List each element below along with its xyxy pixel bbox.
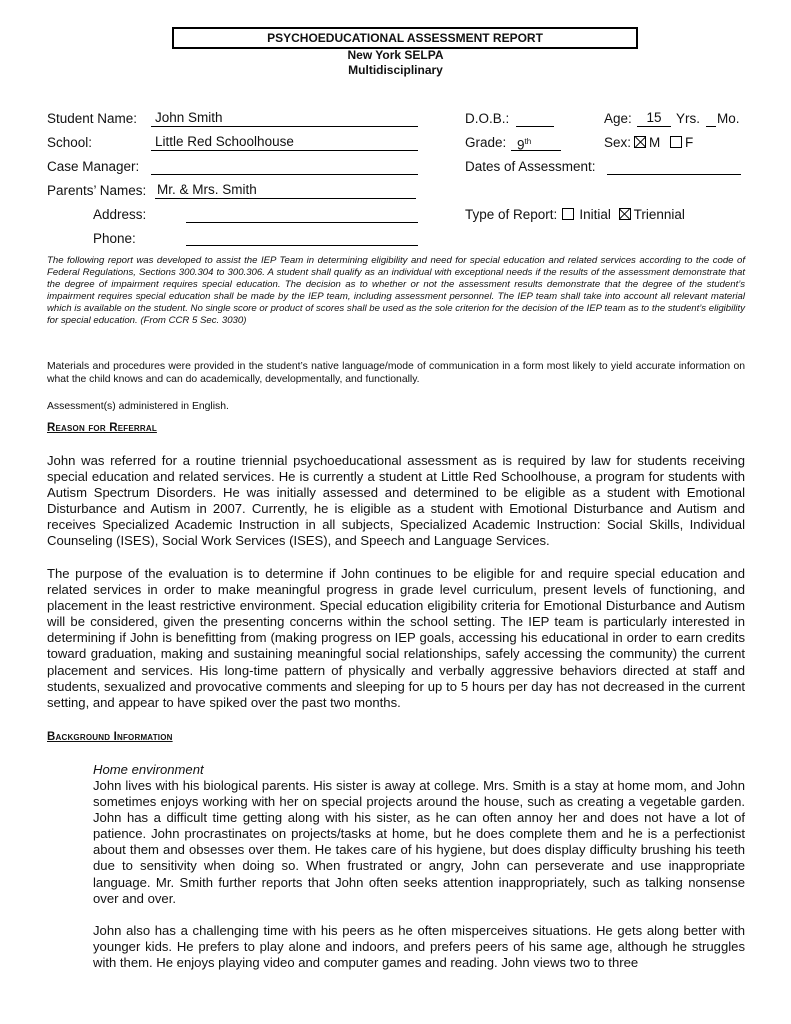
grade-value: 9 — [517, 137, 525, 153]
case-manager-field — [151, 158, 418, 175]
sex-male-checkbox — [634, 136, 646, 148]
sex-female-checkbox — [670, 136, 682, 148]
school-label: School: — [47, 135, 93, 150]
parents-label: Parents’ Names: — [47, 183, 147, 198]
report-type-row — [465, 207, 685, 223]
grade-ordinal: th — [524, 137, 532, 146]
age-field: 15 — [637, 110, 671, 127]
report-subtitle-selpa: New York SELPA — [347, 48, 444, 62]
background-heading: Background Information — [47, 731, 173, 743]
peers-paragraph: John also has a challenging time with his peers as he often misperceives situations. He gets along better with younger kids. He prefers to play alone and indoors, and prefers peers of his same age, although he struggles with them. He enjoys playing video and computer games and reading. John views two to three — [93, 923, 745, 971]
case-manager-label: Case Manager: — [47, 159, 140, 174]
sex-male-label: M — [649, 135, 661, 150]
triennial-label: Triennial — [633, 207, 685, 222]
parents-field: Mr. & Mrs. Smith — [155, 182, 416, 199]
home-environment-subheading: Home environment — [93, 762, 204, 777]
report-type-label: Type of Report: — [465, 207, 558, 222]
materials-statement: Materials and procedures were provided in the student’s native language/mode of communication in a form most likely to yield accurate information on what the child knows and can do academically, developmentally, and functionally. — [47, 361, 745, 385]
dates-field — [607, 158, 741, 175]
report-subtitle-type: Multidisciplinary — [348, 63, 443, 77]
school-field: Little Red Schoolhouse — [151, 134, 418, 151]
sex-row — [604, 135, 693, 151]
home-environment-paragraph: John lives with his biological parents. His sister is away at college. Mrs. Smith is a stay at home mom, and John sometimes enjoys working with her on special projects around the house, such as creating a vegetable garden. John has a difficult time getting along with his sister, as he can often annoy her and does not have a lot of patience. John procrastinates on projects/tasks at home, but he does complete them and he is a perfectionist about them and obsesses over them. He takes care of his hygiene, but does display difficulty brushing his teeth due to sensitivity when doing so. When frustrated or angry, John can perseverate and use inappropriate language. Mr. Smith further reports that John often seeks attention inappropriately, such as talking nonsense over and over. — [93, 778, 745, 906]
student-name-field: John Smith — [151, 110, 418, 127]
dob-field — [516, 110, 554, 127]
phone-label: Phone: — [93, 231, 136, 246]
assessment-language: Assessment(s) administered in English. — [47, 401, 229, 412]
mo-label: Mo. — [717, 111, 740, 126]
address-label: Address: — [93, 207, 147, 222]
grade-label: Grade: — [465, 135, 507, 150]
initial-checkbox — [562, 208, 574, 220]
sex-label: Sex: — [604, 135, 632, 150]
dates-label: Dates of Assessment: — [465, 159, 596, 174]
referral-heading: Reason for Referral — [47, 422, 157, 434]
initial-label: Initial — [579, 207, 611, 222]
months-field — [706, 110, 716, 127]
sex-female-label: F — [685, 135, 694, 150]
yrs-label: Yrs. — [676, 111, 701, 126]
dob-label: D.O.B.: — [465, 111, 510, 126]
triennial-checkbox — [619, 208, 631, 220]
age-label: Age: — [604, 111, 632, 126]
grade-field — [511, 134, 561, 151]
phone-field — [186, 229, 418, 246]
report-title: PSYCHOEDUCATIONAL ASSESSMENT REPORT — [172, 27, 638, 49]
address-field — [186, 206, 418, 223]
eligibility-disclaimer: The following report was developed to assist the IEP Team in determining eligibility and need for special education and related services according to the code of Federal Regulations, Sections 300.304 to 300.306. A student shall qualify as an individual with exceptional needs if the results of the assessment demonstrate that the degree of impairment requires special education. The decision as to whether or not the assessment results demonstrate that the degree of the student’s impairment requires special education shall be made by the IEP team, including assessment personnel. The IEP team shall take into account all relevant material which is available on the student. No single score or product of scores shall be used as the sole criterion for the decision of the IEP team as to the student’s eligibility for special education. (From CCR 5 Sec. 3030) — [47, 255, 745, 326]
referral-paragraph-2: The purpose of the evaluation is to determine if John continues to be eligible for and require special education and related services in order to make meaningful progress in grade level curriculum, present levels of functioning, and placement in the least restrictive environment. Special education eligibility criteria for Emotional Disturbance and Autism will be considered, given the presenting concerns within the school setting. The IEP team is particularly interested in determining if John is benefitting from (making progress on IEP goals, accessing his educational in order to earn credits toward graduation, making and sustaining meaningful social relationships, safely accessing the community) the current placement and services. His long-time pattern of physically and verbally aggressive behaviors directed at staff and students, sexualized and provocative comments and sleeping for up to 5 hours per day has not decreased in the current setting, and appear to have spiked over the past two months. — [47, 566, 745, 710]
referral-paragraph-1: John was referred for a routine triennial psychoeducational assessment as is required by law for students receiving special education and related services. He is currently a student at Little Red Schoolhouse, a program for students with Autism Spectrum Disorders. He was initially assessed and determined to be eligible as a student with Emotional Disturbance and Autism in 2007. Currently, he is eligible as a student with Emotional Disturbance and Autism and receives Specialized Academic Instruction in all subjects, Specialized Academic Instruction: Social Skills, Individual Counseling (ISES), Social Work Services (ISES), and Speech and Language Services. — [47, 453, 745, 549]
student-name-label: Student Name: — [47, 111, 138, 126]
